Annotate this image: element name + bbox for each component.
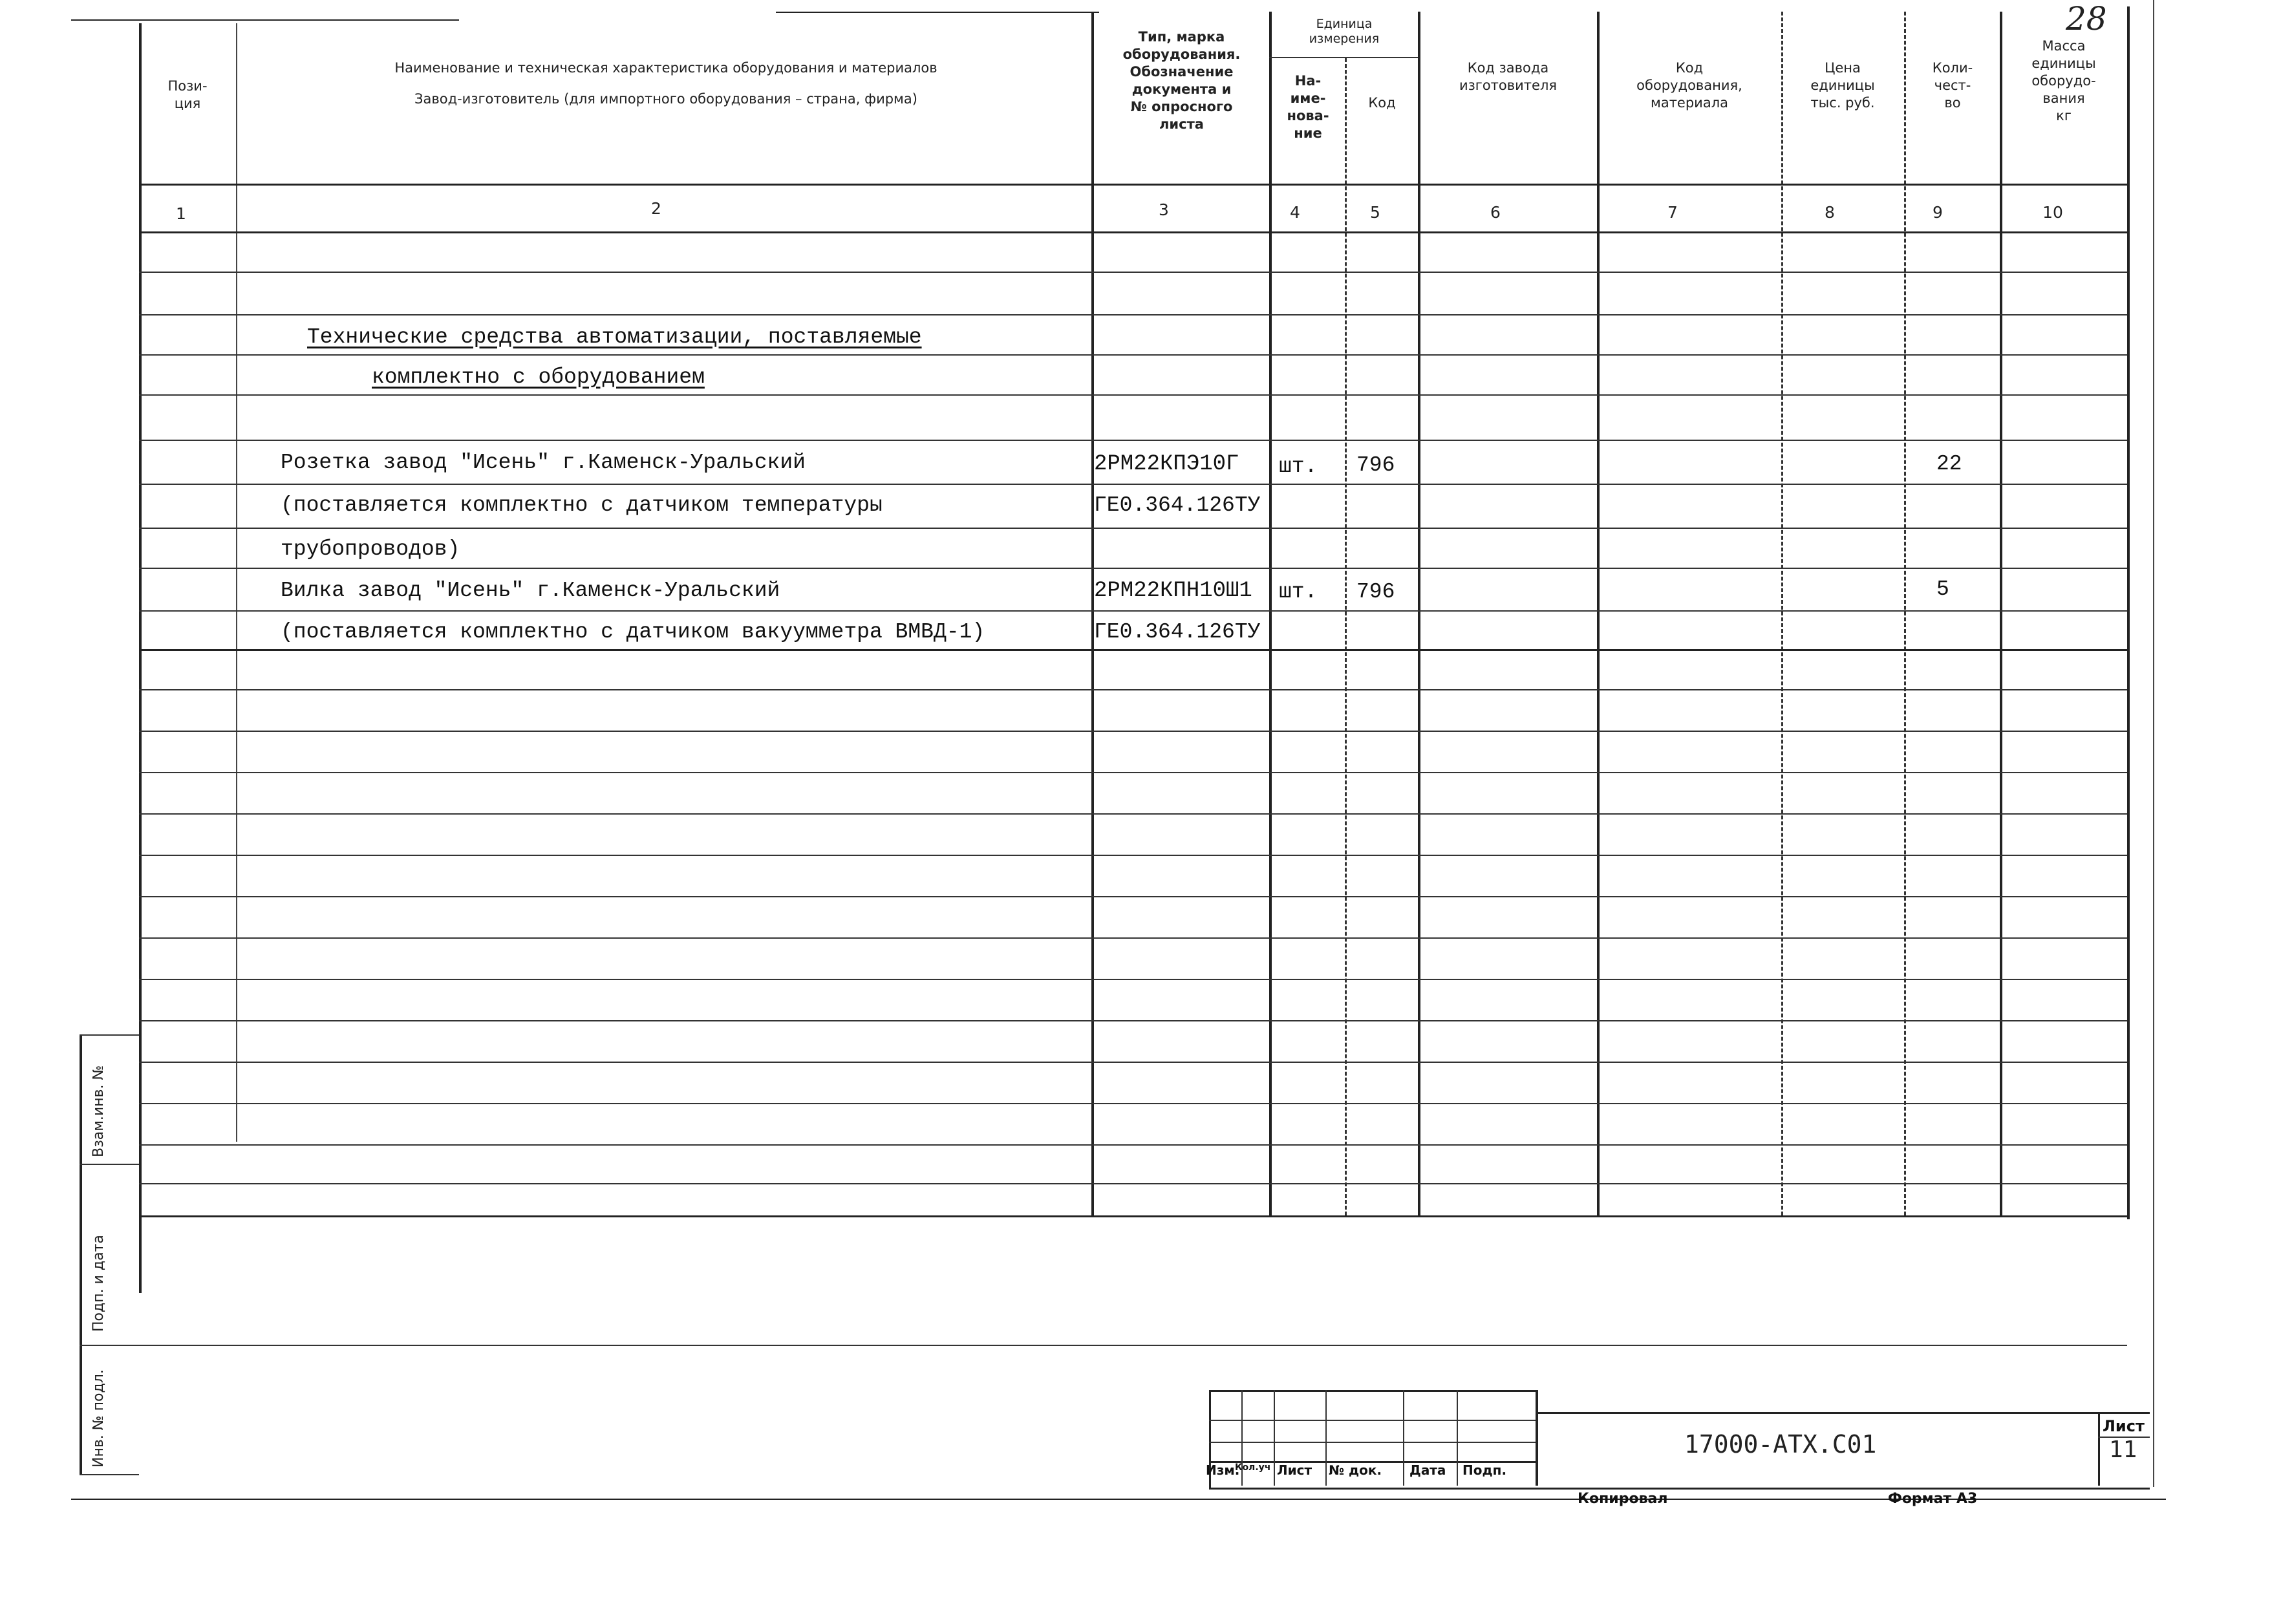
- col-border-9: [2000, 12, 2002, 1215]
- stamp-label-sign: Подп.: [1462, 1462, 1507, 1478]
- row-line: [139, 440, 2127, 441]
- row-line: [139, 610, 2127, 612]
- item-name: (поставляется комплектно с датчиком температуры: [281, 493, 883, 517]
- table-bottom: [139, 1215, 2127, 1217]
- item-qty: 22: [1936, 452, 1962, 476]
- item-name: (поставляется комплектно с датчиком вакуумметра ВМВД-1): [281, 620, 985, 644]
- header-bottom: [139, 184, 2127, 186]
- row-line: [139, 689, 2127, 690]
- row-line: [139, 1183, 2127, 1184]
- row-line: [139, 979, 2127, 980]
- outer-border-right: [2153, 0, 2154, 1487]
- colnum-4: 4: [1290, 203, 1300, 222]
- stamp-sheet-number: 11: [2109, 1437, 2137, 1463]
- row-line: [139, 855, 2127, 856]
- item-code: 796: [1356, 580, 1395, 604]
- col-border-1: [236, 23, 237, 1142]
- colnum-9: 9: [1933, 203, 1943, 222]
- unit-group-line: [1269, 57, 1418, 58]
- row-line: [139, 484, 2127, 485]
- colnum-8: 8: [1825, 203, 1835, 222]
- side-label-sign-date: Подп. и дата: [91, 1235, 107, 1332]
- item-name: трубопроводов): [281, 537, 460, 561]
- header-name-line2: Завод-изготовитель (для импортного оборудования – страна, фирма): [414, 91, 917, 107]
- colnum-6: 6: [1490, 203, 1501, 222]
- item-unit: шт.: [1279, 454, 1318, 478]
- stamp-label-count: Кол.уч: [1235, 1462, 1271, 1473]
- item-unit: шт.: [1279, 580, 1318, 604]
- header-name-line1: Наименование и техническая характеристика оборудования и материалов: [394, 60, 937, 76]
- col-border-3: [1269, 12, 1272, 1215]
- row-line: [139, 649, 2127, 651]
- row-line: [139, 1144, 2127, 1146]
- row-line: [139, 272, 2127, 273]
- row-line: [139, 354, 2127, 356]
- row-line: [139, 896, 2127, 897]
- row-line: [139, 1020, 2127, 1021]
- header-price: Цена единицы тыс. руб.: [1810, 60, 1875, 111]
- item-code: 796: [1356, 453, 1395, 477]
- colnum-1: 1: [176, 204, 186, 223]
- colnum-2: 2: [651, 199, 661, 218]
- row-line: [139, 568, 2127, 569]
- stamp-label-doc: № док.: [1329, 1462, 1382, 1478]
- row-line: [139, 772, 2127, 773]
- row-line: [139, 394, 2127, 396]
- colnum-3: 3: [1159, 200, 1169, 219]
- top-border: [776, 12, 1099, 13]
- header-unit-code: Код: [1368, 95, 1396, 111]
- colnum-5: 5: [1370, 203, 1380, 222]
- item-type: 2РМ22КПН10Ш1: [1094, 579, 1252, 603]
- binding-cell: [80, 1474, 139, 1475]
- header-quantity: Коли- чест- во: [1932, 60, 1973, 111]
- table-bottom-2: [139, 1345, 2127, 1346]
- binding-cell: [80, 1164, 139, 1165]
- footer-line: [71, 1499, 2166, 1500]
- row-line: [139, 813, 2127, 815]
- footer-copied: Копировал: [1578, 1491, 1668, 1507]
- document-code: 17000-АТХ.С01: [1684, 1430, 1877, 1458]
- row-line: [139, 731, 2127, 732]
- stamp-label-date: Дата: [1409, 1462, 1446, 1478]
- item-qty: 5: [1936, 577, 1949, 601]
- col-border-7: [1781, 12, 1783, 1215]
- colnum-7: 7: [1667, 203, 1678, 222]
- colnum-10: 10: [2042, 203, 2063, 222]
- col-border-8: [1904, 12, 1906, 1215]
- row-line: [139, 937, 2127, 939]
- col-border-6: [1597, 12, 1600, 1215]
- top-border: [71, 19, 459, 21]
- corner-sheet-number: 28: [2066, 0, 2107, 37]
- side-label-inv-original: Инв. № подл.: [91, 1369, 107, 1468]
- colnum-row-bottom: [139, 231, 2127, 233]
- header-unit-group: Единица измерения: [1309, 17, 1380, 46]
- stamp-sheet-label: Лист: [2103, 1417, 2145, 1435]
- row-line: [139, 314, 2127, 315]
- binding-cell: [80, 1345, 139, 1346]
- row-line: [139, 1103, 2127, 1104]
- col-border-right: [2127, 6, 2130, 1219]
- header-factory-code: Код завода изготовителя: [1459, 60, 1557, 93]
- header-mass: Масса единицы оборудо- вания кг: [2031, 38, 2096, 123]
- item-type: 2РМ22КПЭ10Г: [1094, 452, 1239, 476]
- binding-margin-left: [80, 1034, 82, 1474]
- row-line: [139, 1062, 2127, 1063]
- header-position: Пози- ция: [167, 78, 208, 111]
- section-title-line1: Технические средства автоматизации, поставляемые: [307, 325, 922, 349]
- binding-cell: [80, 1034, 139, 1036]
- stamp-label-sheet: Лист: [1277, 1462, 1312, 1478]
- side-label-replace-inv: Взам.инв. №: [91, 1065, 107, 1157]
- footer-format: Формат А3: [1888, 1491, 1978, 1507]
- header-type: Тип, марка оборудования. Обозначение документа и № опросного листа: [1122, 29, 1241, 132]
- item-type: ГЕ0.364.126ТУ: [1094, 620, 1261, 644]
- col-border-5: [1418, 12, 1420, 1215]
- item-name: Вилка завод "Исень" г.Каменск-Уральский: [281, 579, 780, 603]
- row-line: [139, 528, 2127, 529]
- header-equipment-code: Код оборудования, материала: [1636, 60, 1742, 111]
- item-name: Розетка завод "Исень" г.Каменск-Уральский: [281, 451, 806, 475]
- col-border-2: [1091, 12, 1094, 1215]
- item-type: ГЕ0.364.126ТУ: [1094, 493, 1261, 517]
- section-title-line2: комплектно с оборудованием: [372, 365, 705, 389]
- stamp-label-change: Изм.: [1206, 1462, 1240, 1478]
- header-unit-name: На- име- нова- ние: [1287, 73, 1329, 141]
